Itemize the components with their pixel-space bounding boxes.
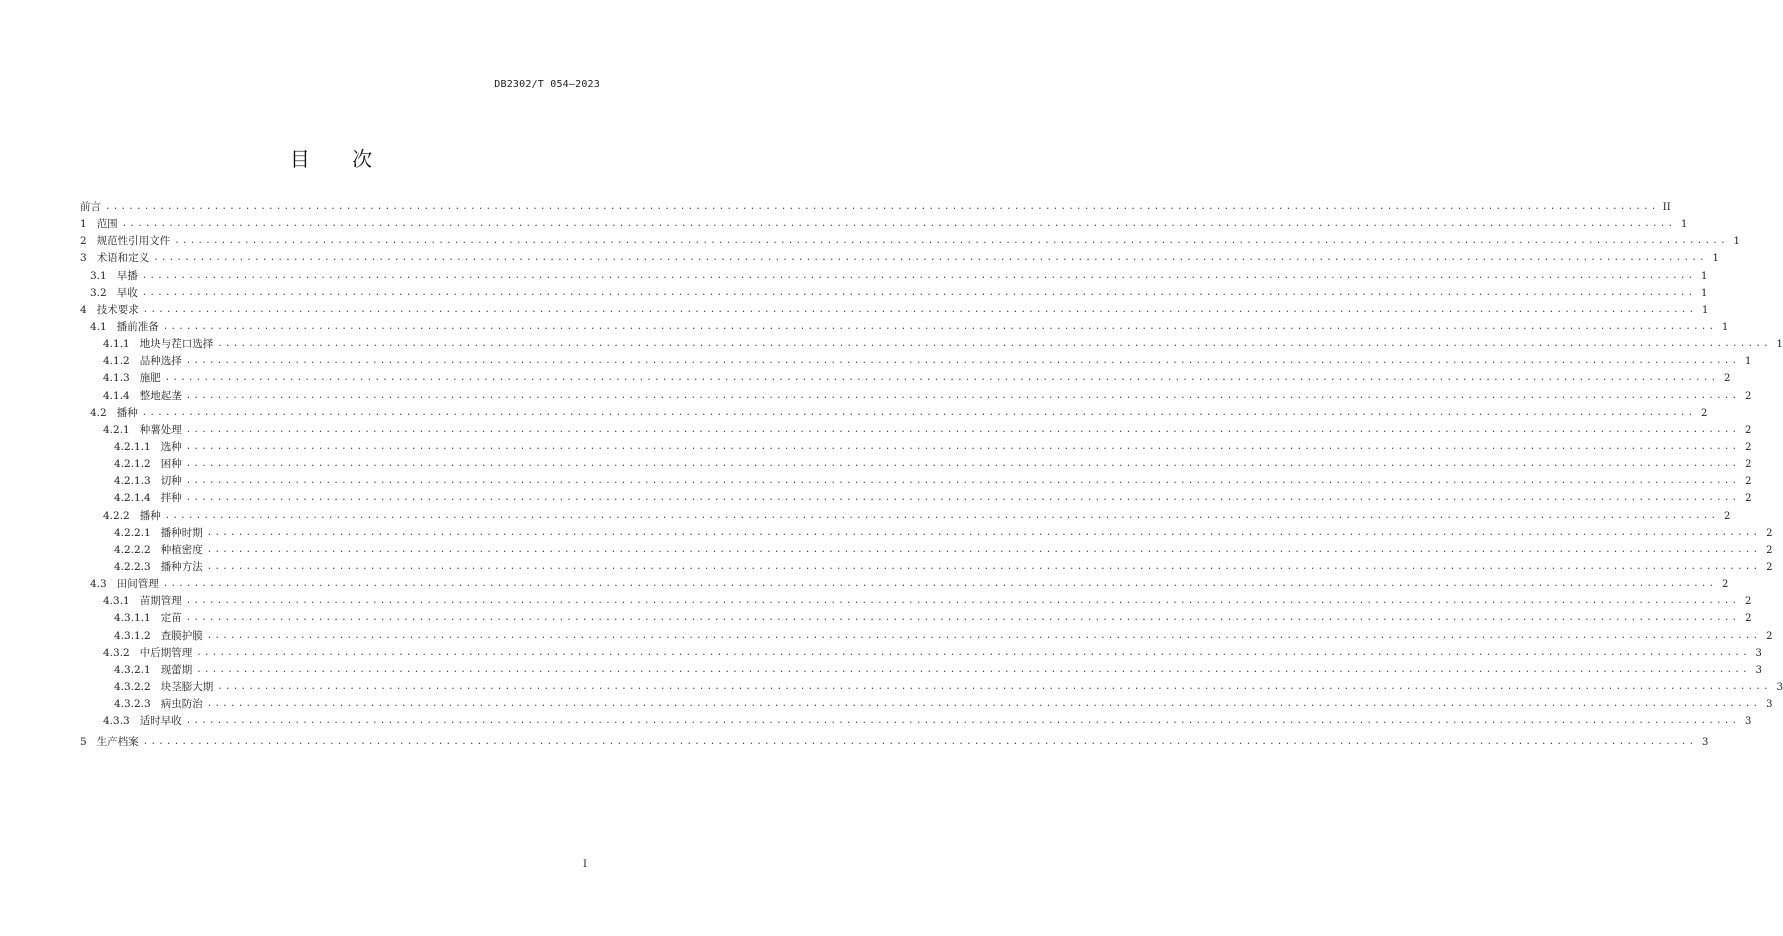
toc-entry-number: 2 [80,235,87,248]
toc-entry-number: 4.3.1 [103,595,130,608]
toc-entry-number: 4.3 [90,578,107,591]
toc-entry-number: 4.3.2.3 [114,698,151,711]
toc-leader-dots: ........................................................................................................................................................................................................ [185,613,1740,624]
toc-leader-dots: ........................................................................................................................................................................................................ [206,527,1761,538]
toc-entry-title: 查膜护膜 [160,629,203,642]
toc-entry-title: 品种选择 [139,355,182,368]
toc-entry-title: 苗期管理 [139,595,182,608]
toc-entry-page: 2 [1745,613,1752,625]
toc-entry-page: 1 [1701,270,1708,282]
toc-leader-dots: ........................................................................................................................................................................................................ [164,373,1719,384]
toc-entry-title: 范围 [96,218,118,231]
toc-entry-title: 地块与茬口选择 [139,338,214,351]
toc-entry-page: 1 [1712,253,1719,265]
toc-entry-page: 1 [1681,219,1688,231]
page-number: I [583,859,587,870]
toc-entry-number: 1 [80,218,87,231]
toc-entry-number: 4.1.4 [103,389,130,402]
toc-entry[interactable] [80,388,1752,405]
toc-entry-page: 3 [1702,737,1709,749]
toc-entry-number: 4.2.1 [103,423,130,436]
toc-leader-dots: ........................................................................................................................................................................................................ [196,664,1750,675]
toc-entry-number: 4.3.2 [103,646,130,659]
toc-leader-dots: ........................................................................................................................................................................................................ [174,236,1728,247]
toc-entry-title: 适时早收 [139,715,182,728]
toc-entry-page: 2 [1745,424,1752,436]
toc-leader-dots: ........................................................................................................................................................................................................ [142,737,1697,748]
toc-entry-page: 3 [1776,682,1783,693]
toc-entry-page: 2 [1745,493,1752,505]
toc-entry-title: 播前准备 [116,321,159,334]
toc-leader-dots: ........................................................................................................................................................................................................ [121,219,1676,230]
toc-entry[interactable] [80,216,1688,233]
toc-entry-number: 4.2.1.1 [114,441,151,454]
toc-entry-title: 前言 [80,201,101,214]
toc-entry-title: 整地起垄 [139,389,182,402]
toc-entry-title: 病虫防治 [160,698,203,711]
toc-entry[interactable] [80,576,1729,593]
toc-entry[interactable] [80,422,1752,439]
toc-leader-dots: ........................................................................................................................................................................................................ [185,596,1740,607]
toc-entry[interactable] [80,405,1708,422]
toc-entry-title: 生产档案 [96,736,139,749]
toc-entry-page: 2 [1724,373,1731,385]
toc-entry-title: 术语和定义 [96,252,150,265]
toc-entry-number: 4.3.2.1 [114,663,151,676]
toc-entry-page: 2 [1766,544,1773,556]
toc-entry[interactable] [80,199,1671,216]
page-title: 目 次 [289,147,391,171]
toc-entry-page: 1 [1776,339,1783,351]
toc-entry-page: 1 [1722,322,1729,334]
toc-entry-number: 3.2 [90,286,107,299]
toc-leader-dots: ........................................................................................................................................................................................................ [217,339,1771,350]
toc-entry-number: 4.2.1.4 [114,492,151,505]
toc-entry[interactable] [80,508,1731,525]
toc-entry-number: 3.1 [90,269,107,282]
toc-leader-dots: ........................................................................................................................................................................................................ [206,630,1761,641]
toc-entry-page: 3 [1755,647,1762,659]
toc-entry-title: 播种 [116,406,138,419]
toc-entry-number: 4.1 [90,321,107,334]
toc-entry[interactable] [80,610,1752,627]
toc-entry-page: 2 [1745,390,1752,402]
toc-leader-dots: ........................................................................................................................................................................................................ [206,699,1761,710]
toc-entry[interactable] [80,679,1783,696]
toc-leader-dots: ........................................................................................................................................................................................................ [153,253,1707,264]
toc-entry-title: 施肥 [139,372,161,385]
toc-entry-title: 切种 [160,475,182,488]
toc-entry-number: 4.3.2.2 [114,681,151,693]
toc-entry-number: 4.3.1.2 [114,629,151,642]
toc-entry-number: 4 [80,303,87,316]
toc-entry-number: 4.3.1.1 [114,612,151,625]
toc-leader-dots: ........................................................................................................................................................................................................ [185,459,1740,470]
toc-entry[interactable] [80,662,1762,679]
toc-entry-page: 3 [1745,716,1752,728]
toc-entry[interactable] [80,525,1773,542]
toc-entry-number: 4.2.1.3 [114,475,151,488]
toc-entry-number: 3 [80,252,87,265]
toc-entry-title: 田间管理 [116,578,159,591]
toc-leader-dots: ........................................................................................................................................................................................................ [141,407,1696,418]
toc-leader-dots: ........................................................................................................................................................................................................ [185,390,1740,401]
toc-entry-title: 现蕾期 [160,663,193,676]
toc-entry-number: 4.1.2 [103,355,130,368]
toc-entry-page: 1 [1745,356,1752,368]
toc-entry[interactable] [80,319,1729,336]
toc-entry[interactable] [80,370,1731,387]
toc-entry-number: 4.2.2.1 [114,526,151,539]
table-of-contents [80,199,1783,752]
toc-leader-dots: ........................................................................................................................................................................................................ [185,442,1740,453]
toc-entry-page: II [1662,202,1671,214]
toc-entry[interactable] [80,302,1709,319]
toc-entry[interactable] [80,250,1719,267]
toc-entry-number: 4.2.2.2 [114,543,151,556]
toc-entry-title: 技术要求 [96,303,139,316]
toc-entry-number: 4.1.1 [103,338,130,351]
toc-entry-page: 2 [1701,407,1708,419]
toc-leader-dots: ........................................................................................................................................................................................................ [206,562,1761,573]
toc-leader-dots: ........................................................................................................................................................................................................ [206,544,1761,555]
toc-leader-dots: ........................................................................................................................................................................................................ [141,270,1696,281]
toc-entry[interactable] [80,439,1752,456]
toc-entry-title: 中后期管理 [139,646,193,659]
toc-entry-page: 2 [1745,459,1752,471]
toc-entry-title: 选种 [160,441,182,454]
toc-leader-dots: ........................................................................................................................................................................................................ [162,322,1717,333]
toc-entry-title: 规范性引用文件 [96,235,171,248]
toc-entry-page: 2 [1766,630,1773,642]
toc-entry-title: 困种 [160,458,182,471]
toc-leader-dots: ........................................................................................................................................................................................................ [162,579,1717,590]
toc-leader-dots: ........................................................................................................................................................................................................ [217,682,1771,692]
toc-leader-dots: ........................................................................................................................................................................................................ [185,356,1740,367]
toc-entry[interactable] [80,645,1762,662]
toc-entry-title: 播种方法 [160,561,203,574]
toc-leader-dots: ........................................................................................................................................................................................................ [185,493,1740,504]
toc-entry[interactable] [80,268,1708,285]
toc-entry[interactable] [80,233,1740,250]
toc-entry-number: 4.2.2 [103,509,130,522]
toc-entry-title: 种薯处理 [139,423,182,436]
toc-entry-title: 拌种 [160,492,182,505]
toc-entry[interactable] [80,353,1752,370]
toc-entry-title: 定苗 [160,612,182,625]
toc-entry-page: 2 [1745,476,1752,488]
toc-entry-title: 播种 [139,509,161,522]
toc-entry[interactable] [80,473,1752,490]
toc-entry-page: 3 [1766,699,1773,711]
toc-leader-dots: ........................................................................................................................................................................................................ [185,716,1740,727]
toc-leader-dots: ........................................................................................................................................................................................................ [185,424,1740,435]
toc-entry[interactable] [80,713,1752,730]
toc-entry-title: 早收 [116,286,138,299]
toc-entry[interactable] [80,696,1773,713]
toc-entry[interactable] [80,542,1773,559]
toc-leader-dots: ........................................................................................................................................................................................................ [142,304,1697,315]
toc-entry[interactable] [80,456,1752,473]
toc-entry-page: 1 [1733,236,1740,248]
toc-leader-dots: ........................................................................................................................................................................................................ [164,510,1719,521]
toc-entry[interactable] [80,734,1709,751]
toc-leader-dots: ........................................................................................................................................................................................................ [141,287,1696,298]
document-code: DB2302/T 054—2023 [494,79,600,90]
toc-leader-dots: ........................................................................................................................................................................................................ [105,202,1659,213]
toc-entry[interactable] [80,336,1783,353]
toc-entry[interactable] [80,285,1708,302]
toc-entry-number: 4.2 [90,406,107,419]
toc-entry-number: 5 [80,736,87,749]
toc-entry[interactable] [80,593,1752,610]
toc-entry-page: 2 [1724,510,1731,522]
toc-entry-page: 2 [1745,596,1752,608]
toc-entry-title: 种植密度 [160,543,203,556]
toc-leader-dots: ........................................................................................................................................................................................................ [185,476,1740,487]
toc-entry-number: 4.3.3 [103,715,130,728]
toc-entry-title: 播种时期 [160,526,203,539]
toc-entry[interactable] [80,490,1752,507]
toc-leader-dots: ........................................................................................................................................................................................................ [196,647,1750,658]
toc-entry-page: 2 [1766,527,1773,539]
toc-entry-page: 2 [1766,562,1773,574]
toc-entry-page: 1 [1702,304,1709,316]
toc-entry-number: 4.2.2.3 [114,561,151,574]
toc-entry-page: 2 [1745,442,1752,454]
toc-entry-number: 4.2.1.2 [114,458,151,471]
toc-entry-title: 早播 [116,269,138,282]
toc-entry-number: 4.1.3 [103,372,130,385]
toc-entry-page: 2 [1722,579,1729,591]
toc-entry-page: 1 [1701,287,1708,299]
toc-entry[interactable] [80,559,1773,576]
toc-entry[interactable] [80,628,1773,645]
toc-entry-page: 3 [1755,664,1762,676]
toc-entry-title: 块茎膨大期 [160,681,214,693]
